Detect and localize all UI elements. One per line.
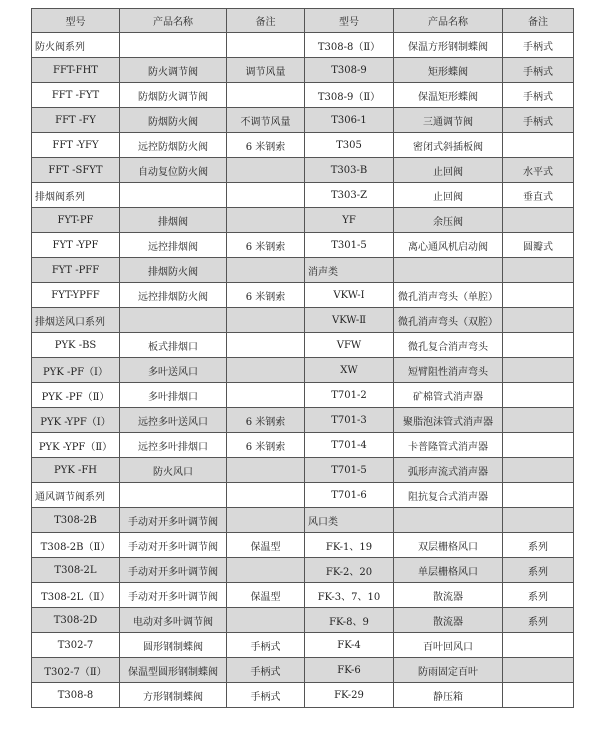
cell-product-name: 防烟防火阀 xyxy=(120,108,227,133)
cell-product-name-right: 止回阀 xyxy=(394,158,503,183)
cell-remark-right: 系列 xyxy=(503,583,574,608)
table-row xyxy=(32,83,574,108)
cell-model: FFT -FY xyxy=(32,108,120,133)
cell-product-name xyxy=(120,308,227,333)
cell-product-name-right: 卡普隆管式消声器 xyxy=(394,433,503,458)
cell-product-name: 手动对开多叶调节阀 xyxy=(120,558,227,583)
cell-model: T302-7（Ⅱ） xyxy=(32,658,120,683)
table-row xyxy=(32,583,574,608)
cell-model-right: T701-2 xyxy=(305,383,394,408)
cell-remark xyxy=(227,333,305,358)
cell-model: PYK -YPF（Ⅱ） xyxy=(32,433,120,458)
cell-product-name-right: 保温方形钢制蝶阀 xyxy=(394,33,503,58)
cell-product-name: 方形钢制蝶阀 xyxy=(120,683,227,708)
cell-model-right: 风口类 xyxy=(305,508,394,533)
table-body xyxy=(32,33,574,708)
header-product-name-right: 产品名称 xyxy=(394,9,503,33)
cell-product-name xyxy=(120,183,227,208)
cell-product-name: 板式排烟口 xyxy=(120,333,227,358)
cell-remark xyxy=(227,508,305,533)
table-row xyxy=(32,58,574,83)
cell-model: T302-7 xyxy=(32,633,120,658)
cell-model-right: T308-9（Ⅱ） xyxy=(305,83,394,108)
cell-remark-right: 系列 xyxy=(503,533,574,558)
cell-remark xyxy=(227,83,305,108)
cell-model-right: FK-1、19 xyxy=(305,533,394,558)
cell-model: 排烟阀系列 xyxy=(32,183,120,208)
table-row xyxy=(32,158,574,183)
header-remark-right: 备注 xyxy=(503,9,574,33)
cell-model: 防火阀系列 xyxy=(32,33,120,58)
cell-remark-right xyxy=(503,633,574,658)
table-row xyxy=(32,183,574,208)
cell-model-right: VKW-Ⅰ xyxy=(305,283,394,308)
cell-product-name: 多叶送风口 xyxy=(120,358,227,383)
header-model-right: 型号 xyxy=(305,9,394,33)
cell-remark xyxy=(227,608,305,633)
table-row xyxy=(32,508,574,533)
cell-model-right: T301-5 xyxy=(305,233,394,258)
cell-product-name-right: 百叶回风口 xyxy=(394,633,503,658)
cell-remark-right xyxy=(503,133,574,158)
cell-product-name-right: 散流器 xyxy=(394,608,503,633)
cell-model-right: T306-1 xyxy=(305,108,394,133)
cell-product-name: 远控排烟阀 xyxy=(120,233,227,258)
cell-model: T308-2B（Ⅱ） xyxy=(32,533,120,558)
cell-model-right: T308-8（Ⅱ） xyxy=(305,33,394,58)
cell-model-right: FK-2、20 xyxy=(305,558,394,583)
table-row xyxy=(32,33,574,58)
cell-remark: 手柄式 xyxy=(227,633,305,658)
cell-remark: 调节风量 xyxy=(227,58,305,83)
cell-model-right: FK-6 xyxy=(305,658,394,683)
cell-model: T308-2L（Ⅱ） xyxy=(32,583,120,608)
cell-model: PYK -BS xyxy=(32,333,120,358)
cell-remark: 保温型 xyxy=(227,533,305,558)
header-product-name: 产品名称 xyxy=(120,9,227,33)
cell-product-name-right: 余压阀 xyxy=(394,208,503,233)
cell-model: 排烟送风口系列 xyxy=(32,308,120,333)
cell-product-name-right: 止回阀 xyxy=(394,183,503,208)
cell-product-name: 手动对开多叶调节阀 xyxy=(120,583,227,608)
cell-remark-right: 手柄式 xyxy=(503,58,574,83)
cell-model-right: 消声类 xyxy=(305,258,394,283)
cell-product-name-right: 微孔消声弯头（单腔） xyxy=(394,283,503,308)
cell-remark-right xyxy=(503,508,574,533)
cell-remark-right xyxy=(503,283,574,308)
table-row xyxy=(32,283,574,308)
cell-model-right: T305 xyxy=(305,133,394,158)
cell-remark-right: 手柄式 xyxy=(503,108,574,133)
cell-model: T308-2L xyxy=(32,558,120,583)
cell-product-name-right: 聚脂泡沫管式消声器 xyxy=(394,408,503,433)
cell-product-name-right: 密闭式斜插板阀 xyxy=(394,133,503,158)
cell-product-name: 防烟防火调节阀 xyxy=(120,83,227,108)
cell-product-name: 多叶排烟口 xyxy=(120,383,227,408)
cell-model-right: T701-4 xyxy=(305,433,394,458)
table-row xyxy=(32,208,574,233)
cell-remark: 手柄式 xyxy=(227,658,305,683)
cell-model-right: T701-3 xyxy=(305,408,394,433)
table-row xyxy=(32,633,574,658)
cell-model: T308-2D xyxy=(32,608,120,633)
cell-remark xyxy=(227,258,305,283)
cell-product-name: 排烟阀 xyxy=(120,208,227,233)
cell-remark-right xyxy=(503,683,574,708)
cell-product-name: 手动对开多叶调节阀 xyxy=(120,533,227,558)
cell-remark-right xyxy=(503,433,574,458)
cell-product-name: 保温型圆形钢制蝶阀 xyxy=(120,658,227,683)
cell-remark xyxy=(227,358,305,383)
header-row xyxy=(32,9,574,33)
product-table xyxy=(31,8,574,708)
cell-remark: 手柄式 xyxy=(227,683,305,708)
cell-product-name-right: 阻抗复合式消声器 xyxy=(394,483,503,508)
cell-model: PYK -PF（Ⅰ） xyxy=(32,358,120,383)
table-row xyxy=(32,683,574,708)
product-table-sheet xyxy=(31,8,573,708)
cell-product-name-right: 散流器 xyxy=(394,583,503,608)
cell-model: T308-8 xyxy=(32,683,120,708)
cell-remark-right: 垂直式 xyxy=(503,183,574,208)
cell-remark: 6 米钢索 xyxy=(227,283,305,308)
cell-product-name-right: 微孔复合消声弯头 xyxy=(394,333,503,358)
cell-product-name-right: 单层栅格风口 xyxy=(394,558,503,583)
cell-model: FYT-PF xyxy=(32,208,120,233)
cell-product-name: 远控排烟防火阀 xyxy=(120,283,227,308)
cell-product-name: 自动复位防火阀 xyxy=(120,158,227,183)
cell-product-name: 远控多叶送风口 xyxy=(120,408,227,433)
cell-remark-right xyxy=(503,458,574,483)
cell-remark xyxy=(227,158,305,183)
cell-model: 通风调节阀系列 xyxy=(32,483,120,508)
cell-remark: 6 米钢索 xyxy=(227,408,305,433)
cell-model: FFT -FYT xyxy=(32,83,120,108)
cell-model-right: VKW-Ⅱ xyxy=(305,308,394,333)
header-remark: 备注 xyxy=(227,9,305,33)
cell-remark: 不调节风量 xyxy=(227,108,305,133)
cell-product-name-right: 弧形声流式消声器 xyxy=(394,458,503,483)
cell-remark xyxy=(227,483,305,508)
cell-remark xyxy=(227,183,305,208)
cell-remark-right xyxy=(503,358,574,383)
cell-product-name-right: 三通调节阀 xyxy=(394,108,503,133)
table-row xyxy=(32,558,574,583)
cell-remark-right: 圆瓣式 xyxy=(503,233,574,258)
cell-remark-right xyxy=(503,308,574,333)
table-row xyxy=(32,233,574,258)
cell-product-name: 远控多叶排烟口 xyxy=(120,433,227,458)
cell-remark-right xyxy=(503,658,574,683)
cell-remark xyxy=(227,308,305,333)
cell-product-name-right xyxy=(394,508,503,533)
cell-product-name-right: 矩形蝶阀 xyxy=(394,58,503,83)
cell-remark: 6 米钢索 xyxy=(227,133,305,158)
cell-model: FYT -PFF xyxy=(32,258,120,283)
cell-model-right: YF xyxy=(305,208,394,233)
table-row xyxy=(32,358,574,383)
cell-remark-right: 系列 xyxy=(503,558,574,583)
cell-product-name-right: 矿棉管式消声器 xyxy=(394,383,503,408)
cell-remark xyxy=(227,383,305,408)
cell-remark xyxy=(227,458,305,483)
table-row xyxy=(32,308,574,333)
cell-model: PYK -FH xyxy=(32,458,120,483)
cell-remark-right: 系列 xyxy=(503,608,574,633)
cell-product-name-right: 防雨固定百叶 xyxy=(394,658,503,683)
table-row xyxy=(32,433,574,458)
cell-model-right: FK-8、9 xyxy=(305,608,394,633)
cell-model-right: T303-B xyxy=(305,158,394,183)
table-row xyxy=(32,108,574,133)
table-row xyxy=(32,658,574,683)
cell-model: FFT -SFYT xyxy=(32,158,120,183)
cell-model-right: T303-Z xyxy=(305,183,394,208)
table-row xyxy=(32,458,574,483)
cell-model-right: XW xyxy=(305,358,394,383)
cell-remark-right xyxy=(503,333,574,358)
cell-product-name: 电动对多叶调节阀 xyxy=(120,608,227,633)
cell-product-name: 圆形钢制蝶阀 xyxy=(120,633,227,658)
cell-product-name: 排烟防火阀 xyxy=(120,258,227,283)
table-row xyxy=(32,533,574,558)
cell-remark xyxy=(227,558,305,583)
cell-model-right: T701-6 xyxy=(305,483,394,508)
cell-model-right: FK-3、7、10 xyxy=(305,583,394,608)
cell-product-name-right: 微孔消声弯头（双腔） xyxy=(394,308,503,333)
cell-product-name: 手动对开多叶调节阀 xyxy=(120,508,227,533)
cell-model: T308-2B xyxy=(32,508,120,533)
cell-model: FFT -YFY xyxy=(32,133,120,158)
cell-model-right: FK-29 xyxy=(305,683,394,708)
table-row xyxy=(32,608,574,633)
cell-remark: 6 米钢索 xyxy=(227,233,305,258)
cell-remark xyxy=(227,33,305,58)
cell-model-right: T701-5 xyxy=(305,458,394,483)
cell-product-name-right: 离心通风机启动阀 xyxy=(394,233,503,258)
cell-remark-right xyxy=(503,408,574,433)
header-model: 型号 xyxy=(32,9,120,33)
table-row xyxy=(32,383,574,408)
cell-model: PYK -PF（Ⅱ） xyxy=(32,383,120,408)
cell-model: FYT-YPFF xyxy=(32,283,120,308)
cell-product-name-right: 保温矩形蝶阀 xyxy=(394,83,503,108)
cell-remark: 保温型 xyxy=(227,583,305,608)
cell-remark-right: 手柄式 xyxy=(503,83,574,108)
cell-product-name-right: 静压箱 xyxy=(394,683,503,708)
table-row xyxy=(32,408,574,433)
cell-product-name xyxy=(120,33,227,58)
cell-product-name-right: 双层栅格风口 xyxy=(394,533,503,558)
cell-remark-right xyxy=(503,258,574,283)
cell-remark-right xyxy=(503,208,574,233)
cell-remark xyxy=(227,208,305,233)
cell-model: PYK -YPF（Ⅰ） xyxy=(32,408,120,433)
table-row xyxy=(32,483,574,508)
cell-model-right: VFW xyxy=(305,333,394,358)
cell-product-name: 防火风口 xyxy=(120,458,227,483)
cell-product-name: 防火调节阀 xyxy=(120,58,227,83)
cell-model: FFT-FHT xyxy=(32,58,120,83)
cell-remark: 6 米钢索 xyxy=(227,433,305,458)
cell-product-name: 远控防烟防火阀 xyxy=(120,133,227,158)
table-row xyxy=(32,133,574,158)
cell-model-right: FK-4 xyxy=(305,633,394,658)
cell-remark-right: 手柄式 xyxy=(503,33,574,58)
cell-remark-right: 水平式 xyxy=(503,158,574,183)
table-row xyxy=(32,258,574,283)
cell-remark-right xyxy=(503,483,574,508)
cell-model: FYT -YPF xyxy=(32,233,120,258)
table-row xyxy=(32,333,574,358)
cell-remark-right xyxy=(503,383,574,408)
cell-model-right: T308-9 xyxy=(305,58,394,83)
cell-product-name-right: 短臂阻性消声弯头 xyxy=(394,358,503,383)
cell-product-name-right xyxy=(394,258,503,283)
cell-product-name xyxy=(120,483,227,508)
